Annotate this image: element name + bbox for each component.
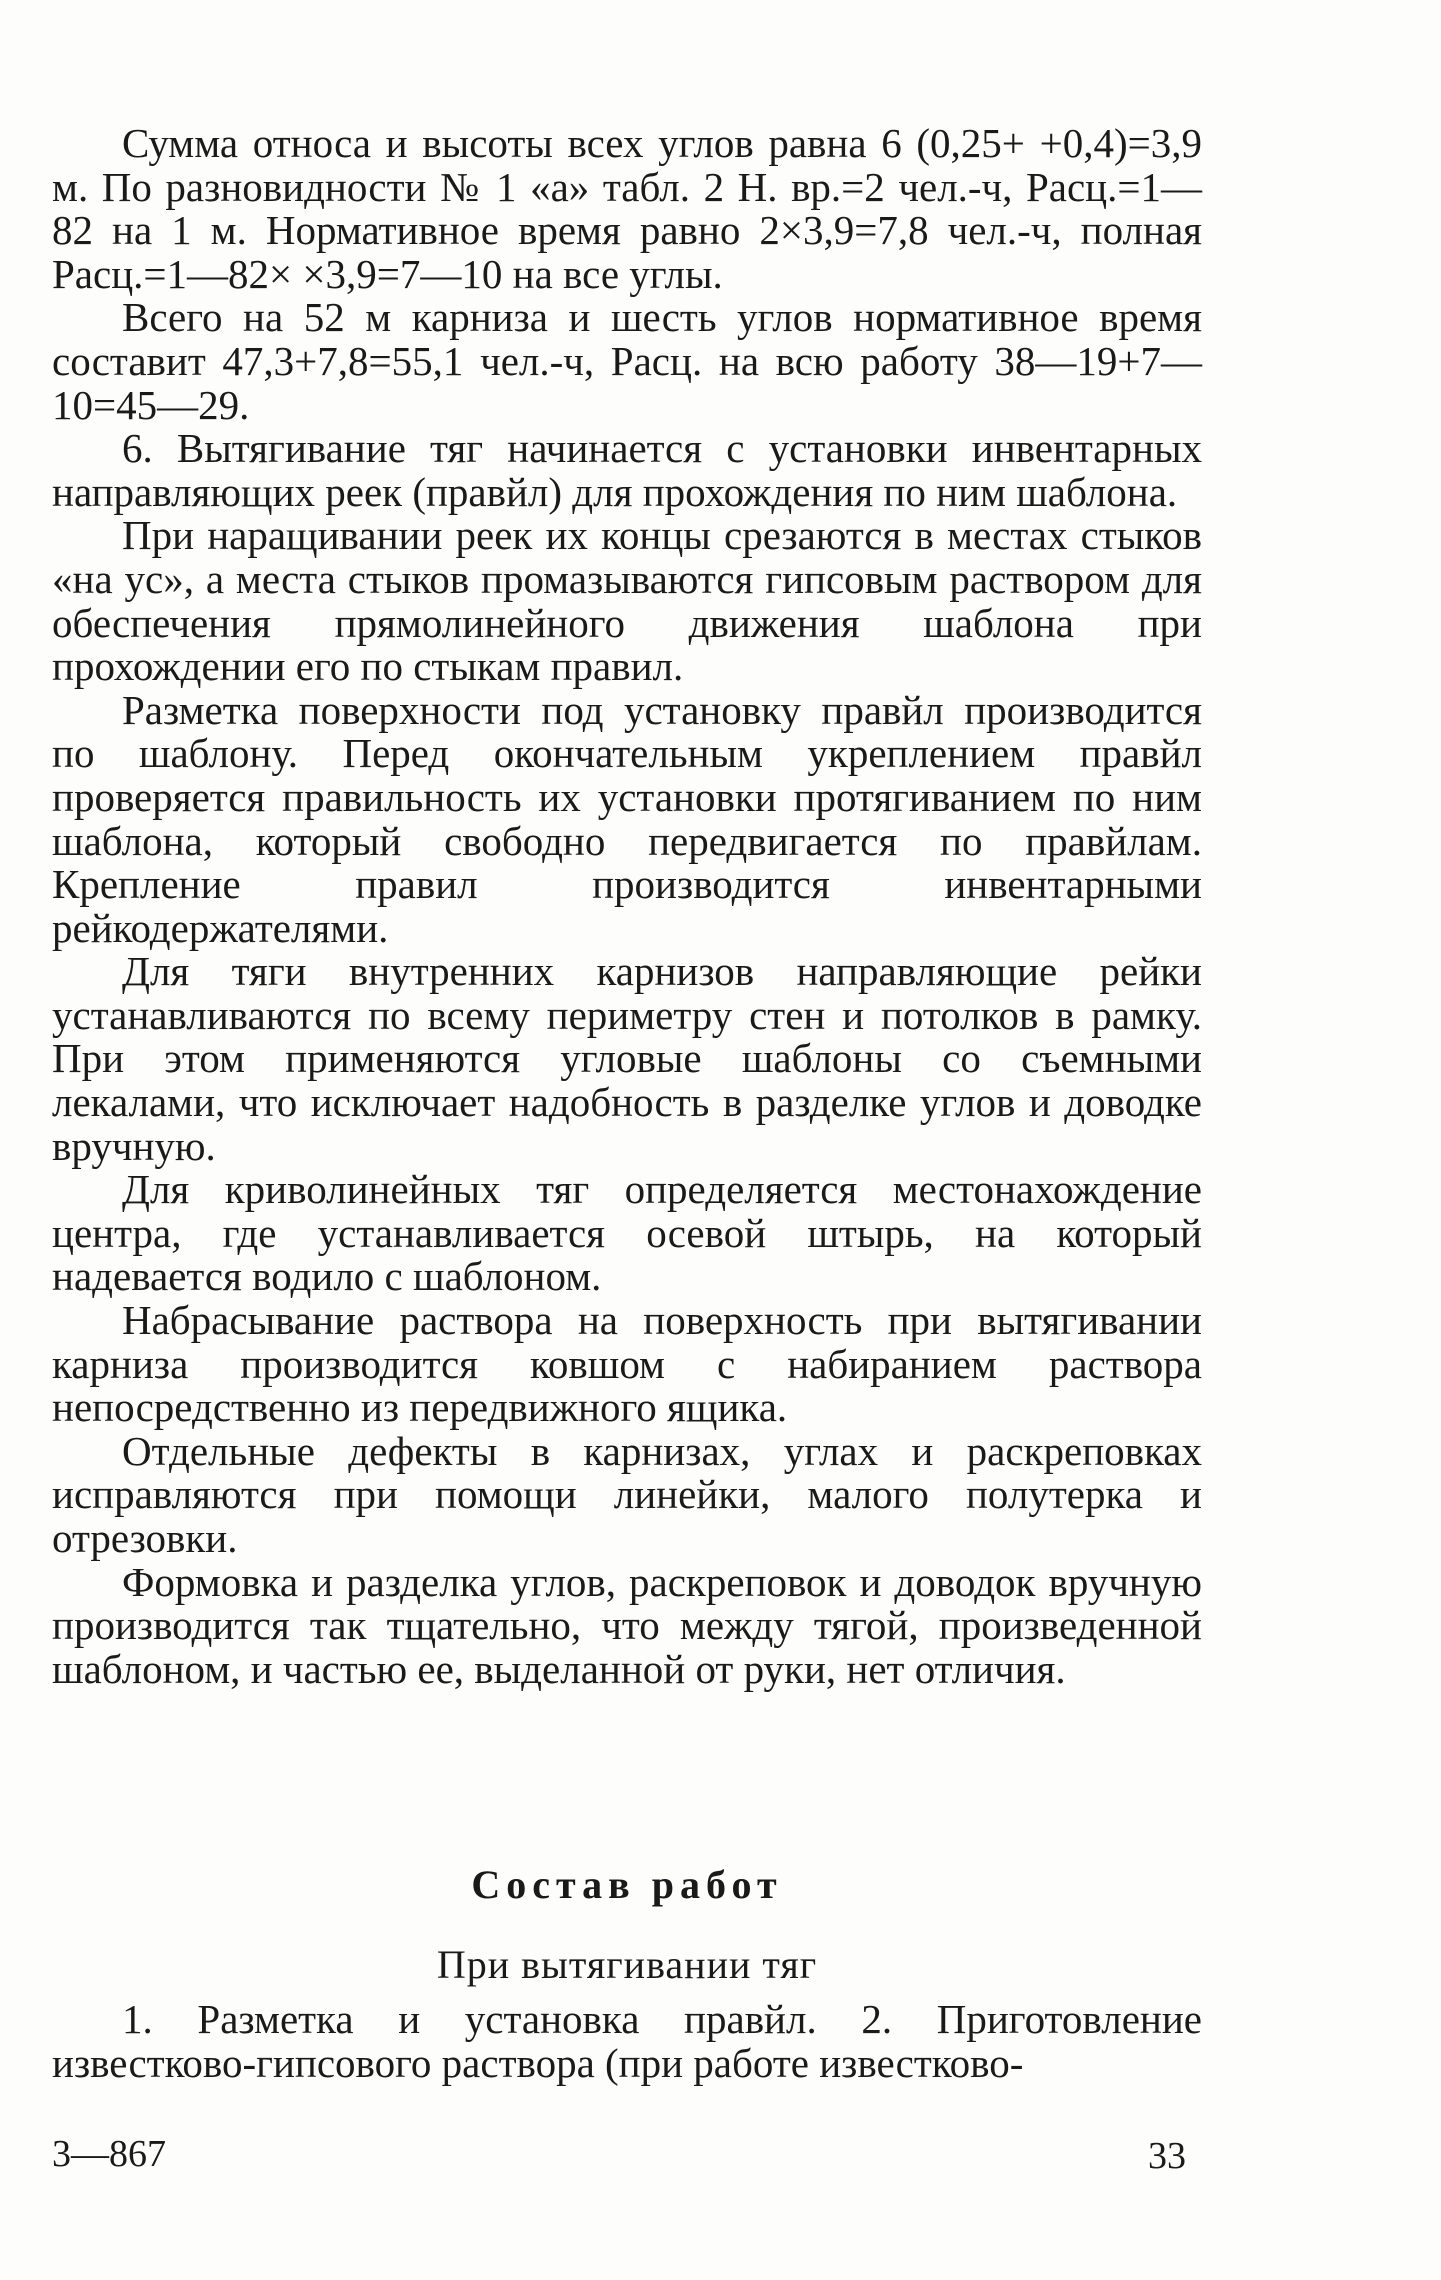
paragraph-guide-rails: 6. Вытягивание тяг начинается с установки инвентарных направляющих реек (правйл) для прохождения по ним шаблона.	[52, 425, 1202, 515]
paragraph-corner-calculation: Сумма относа и высоты всех углов равна 6 (0,25+ +0,4)=3,9 м. По разновидности № 1 «а» табл. 2 Н. вр.=2 чел.-ч, Расц.=1—82 на 1 м. Нормативное время равно 2×3,9=7,8 чел.-ч, полная Расц.=1—82× ×3,9=7—10 на все углы.	[52, 120, 1202, 297]
paragraph-inner-cornices: Для тяги внутренних карнизов направляющие рейки устанавливаются по всему периметру стен и потолков в рамку. При этом применяются угловые шаблоны со съемными лекалами, что исключает надобность в разделке углов и доводке вручную.	[52, 948, 1202, 1169]
paragraph-total-time: Всего на 52 м карниза и шесть углов нормативное время составит 47,3+7,8=55,1 чел.-ч, Расц. на всю работу 38—19+7—10=45—29.	[52, 294, 1202, 428]
paragraph-marking: Разметка поверхности под установку правйл производится по шаблону. Перед окончательным укреплением правйл проверяется правильность их установки протягиванием по ним шаблона, который свободно передвигается по правйлам. Крепление правил производится инвентарными рейкодержателями.	[52, 686, 1202, 951]
subsection-heading: При вытягивании тяг	[436, 1942, 818, 1987]
paragraph-defects: Отдельные дефекты в карнизах, углах и раскреповках исправляются при помощи линейки, малого полутерка и отрезовки.	[52, 1427, 1202, 1561]
page-number: 33	[1148, 2135, 1186, 2177]
paragraph-curved: Для криволинейных тяг определяется местонахождение центра, где устанавливается осевой штырь, на который надевается водило с шаблоном.	[52, 1166, 1202, 1300]
work-list-text: 1. Разметка и установка правйл. 2. Приготовление известково-гипсового раствора (при работе известково-	[52, 1996, 1202, 2086]
work-list	[52, 1998, 1202, 2085]
paragraph-mortar: Набрасывание раствора на поверхность при вытягивании карниза производится ковшом с набиранием раствора непосредственно из передвижного ящика.	[52, 1297, 1202, 1431]
paragraph-forming: Формовка и разделка углов, раскреповок и доводок вручную производится так тщательно, что между тягой, произведенной шаблоном, и частью ее, выделанной от руки, нет отличия.	[52, 1558, 1202, 1692]
paragraph-rail-joints: При наращивании реек их концы срезаются в местах стыков «на ус», а места стыков промазываются гипсовым раствором для обеспечения прямолинейного движения шаблона при прохождении его по стыкам правил.	[52, 512, 1202, 690]
section-heading: Состав работ	[471, 1862, 783, 1907]
printer-signature: 3—867	[52, 2133, 166, 2175]
body-text	[52, 122, 1202, 1691]
